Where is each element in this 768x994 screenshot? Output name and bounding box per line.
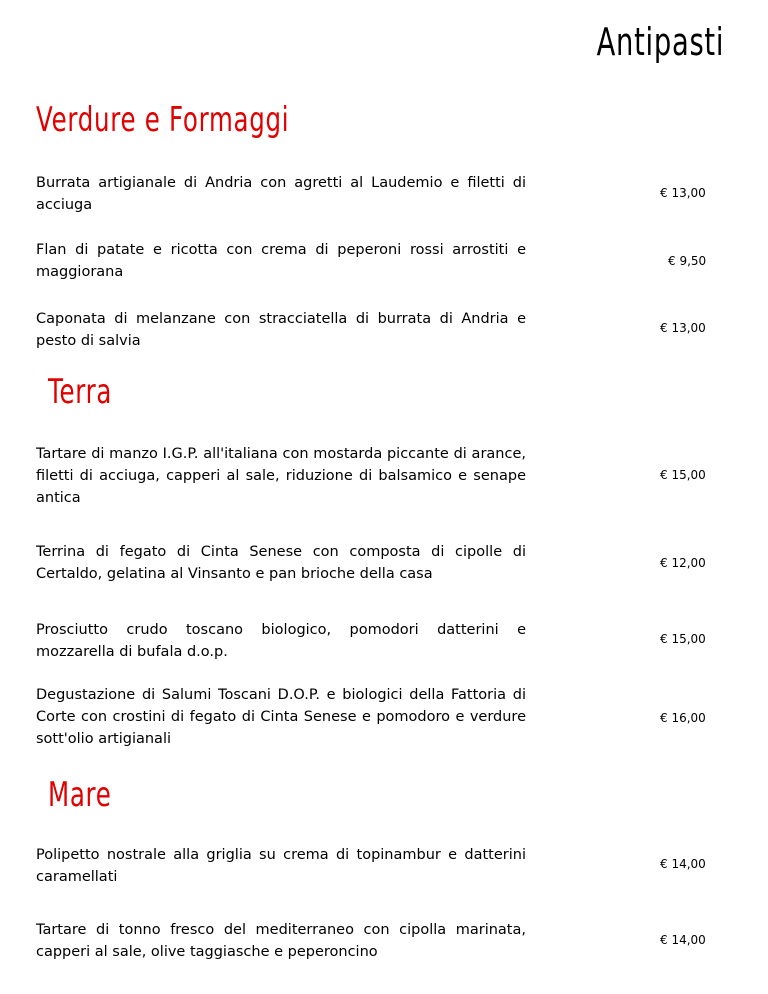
page-title: Antipasti [596, 20, 724, 64]
menu-item-description: Flan di patate e ricotta con crema di peperoni rossi arrostiti e maggiorana [36, 242, 526, 280]
menu-item-price: € 14,00 [660, 933, 706, 947]
menu-item-price: € 16,00 [660, 711, 706, 725]
menu-item-price: € 9,50 [668, 254, 707, 268]
menu-item-description: Terrina di fegato di Cinta Senese con composta di cipolle di Certaldo, gelatina al Vinsanto e pan brioche della casa [36, 544, 526, 582]
menu-item-price: € 15,00 [660, 632, 706, 646]
menu-item-description: Degustazione di Salumi Toscani D.O.P. e biologici della Fattoria di Corte con crostini di fegato di Cinta Senese e pomodoro e verdure sott'olio artigianali [36, 687, 526, 747]
menu-item-description: Tartare di manzo I.G.P. all'italiana con mostarda piccante di arance, filetti di acciuga, capperi al sale, riduzione di balsamico e senape antica [36, 446, 526, 506]
menu-item-price: € 12,00 [660, 556, 706, 570]
section-title-verdure-e-formaggi: Verdure e Formaggi [36, 100, 290, 140]
menu-item-price: € 14,00 [660, 857, 706, 871]
menu-item-price: € 13,00 [660, 321, 706, 335]
menu-item-price: € 15,00 [660, 468, 706, 482]
menu-item-description: Prosciutto crudo toscano biologico, pomodori datterini e mozzarella di bufala d.o.p. [36, 622, 526, 660]
menu-item-description: Caponata di melanzane con stracciatella di burrata di Andria e pesto di salvia [36, 311, 526, 349]
menu-item-description: Burrata artigianale di Andria con agretti al Laudemio e filetti di acciuga [36, 175, 526, 213]
section-title-terra: Terra [48, 372, 113, 412]
menu-item-description: Tartare di tonno fresco del mediterraneo con cipolla marinata, capperi al sale, olive taggiasche e peperoncino [36, 922, 526, 960]
section-title-mare: Mare [48, 775, 112, 815]
menu-item-description: Polipetto nostrale alla griglia su crema di topinambur e datterini caramellati [36, 847, 526, 885]
menu-item-price: € 13,00 [660, 186, 706, 200]
